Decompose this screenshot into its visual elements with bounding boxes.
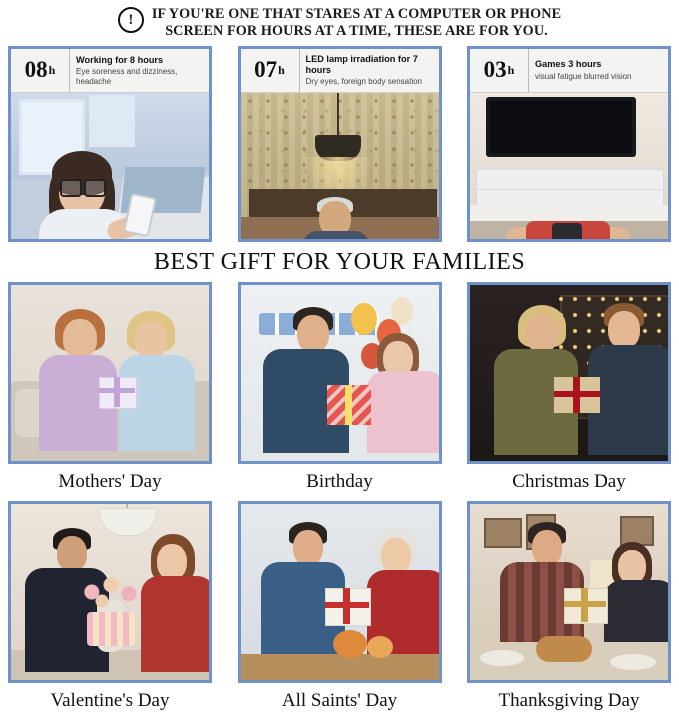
gift-cell xyxy=(238,501,442,720)
gift-photo-birthday xyxy=(238,282,442,464)
header-text xyxy=(152,6,561,40)
header-line-1: IF YOU'RE ONE THAT STARES AT A COMPUTER OR PHONE xyxy=(151,6,562,22)
gift-cell xyxy=(238,282,442,501)
gift-label: Thanksgiving Day xyxy=(498,689,640,711)
symptom-card xyxy=(238,46,442,242)
symptom-hours-value: 07 xyxy=(254,57,278,82)
header-line-2: SCREEN FOR HOURS AT A TIME, THESE ARE FOR YOU. xyxy=(165,22,548,39)
exclamation-circle-icon: ! xyxy=(118,7,144,33)
gift-label: Birthday xyxy=(306,470,373,492)
symptom-photo-woman-phone xyxy=(11,93,209,239)
header-banner xyxy=(0,0,679,44)
gift-photo-mothers-day xyxy=(8,282,212,464)
symptom-text xyxy=(529,49,668,92)
symptom-subtitle: Dry eyes, foreign body sensation xyxy=(305,77,423,87)
gift-photo-christmas-day xyxy=(467,282,671,464)
symptom-hours-value: 03 xyxy=(483,57,507,82)
symptom-hours-unit: h xyxy=(278,62,285,77)
gift-row-1 xyxy=(0,282,679,501)
gift-cell xyxy=(467,282,671,501)
gift-label: Valentine's Day xyxy=(50,689,170,711)
symptom-card-header xyxy=(11,49,209,93)
symptom-subtitle: Eye soreness and dizziness, headache xyxy=(76,67,178,86)
symptom-hours xyxy=(241,49,300,92)
symptom-photo-gaming-room xyxy=(470,93,668,239)
symptom-subtitle: visual fatigue blurred vision xyxy=(535,71,632,81)
symptom-text xyxy=(70,49,209,92)
gift-cell xyxy=(8,501,212,720)
symptom-title: LED lamp irradiation for 7 hours xyxy=(305,54,418,75)
symptom-text xyxy=(300,49,439,92)
symptom-card-header xyxy=(241,49,439,93)
symptom-photo-man-bed xyxy=(241,93,439,239)
symptom-title: Games 3 hours xyxy=(535,59,602,70)
gift-photo-valentines-day xyxy=(8,501,212,683)
symptom-card-header xyxy=(470,49,668,93)
section-title: BEST GIFT FOR YOUR FAMILIES xyxy=(153,248,526,275)
gift-row-2 xyxy=(0,501,679,720)
gift-label: All Saints' Day xyxy=(281,689,398,711)
symptom-hours-unit: h xyxy=(48,62,56,77)
gift-cell xyxy=(8,282,212,501)
gift-photo-all-saints-day xyxy=(238,501,442,683)
gift-label: Christmas Day xyxy=(512,470,626,492)
symptom-hours xyxy=(470,49,529,92)
symptom-hours-value: 08 xyxy=(24,57,48,82)
symptom-card-row xyxy=(0,44,679,242)
gift-label: Mothers' Day xyxy=(58,470,162,492)
symptom-hours xyxy=(11,49,70,92)
gift-cell xyxy=(467,501,671,720)
symptom-card xyxy=(8,46,212,242)
symptom-title: Working for 8 hours xyxy=(76,54,164,65)
symptom-hours-unit: h xyxy=(507,62,515,77)
symptom-card xyxy=(467,46,671,242)
gift-photo-thanksgiving-day xyxy=(467,501,671,683)
